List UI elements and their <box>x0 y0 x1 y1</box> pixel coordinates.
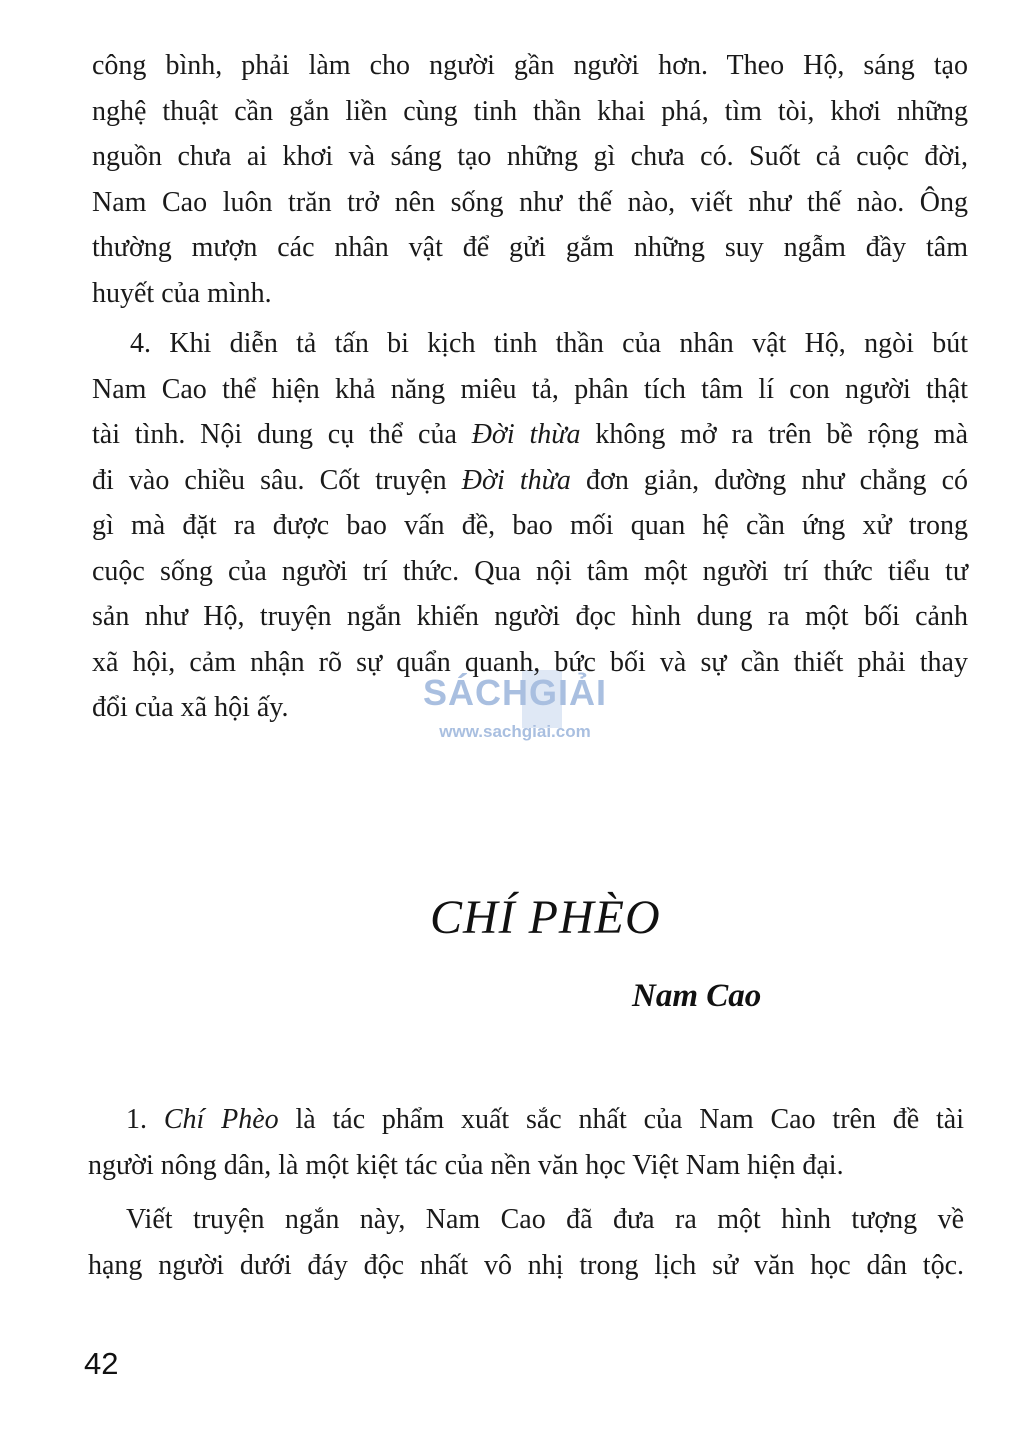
paragraph-continued <box>92 43 968 316</box>
text-line: Viết truyện ngắn này, Nam Cao đã đưa ra một hình tượng về <box>126 1204 964 1235</box>
story-title: CHÍ PHÈO <box>430 891 661 944</box>
text-fragment: 1. <box>126 1104 164 1135</box>
text-line: cuộc sống của người trí thức. Qua nội tâm một người trí thức tiểu tư <box>92 555 968 587</box>
watermark-title: SÁCHGIẢI <box>422 672 607 713</box>
text-line <box>92 412 968 458</box>
text-line <box>92 458 968 504</box>
work-title-italic: Đời thừa <box>471 419 581 450</box>
text-line: gì mà đặt ra được bao vấn đề, bao mối quan hệ cần ứng xử trong <box>92 510 968 541</box>
watermark <box>410 672 620 742</box>
text-line: đổi của xã hội ấy. <box>92 692 289 723</box>
text-line: nguồn chưa ai khơi và sáng tạo những gì chưa có. Suốt cả cuộc đời, <box>92 141 968 172</box>
text-fragment: tài tình. Nội dung cụ thể của <box>92 419 472 450</box>
text-line: công bình, phải làm cho người gần người hơn. Theo Hộ, sáng tạo <box>92 50 968 81</box>
paragraph-4 <box>92 321 968 731</box>
author-name: Nam Cao <box>632 978 762 1014</box>
story-paragraph-2 <box>88 1197 964 1288</box>
story-paragraph-1 <box>88 1097 964 1188</box>
text-line <box>88 1097 964 1143</box>
text-line: người nông dân, là một kiệt tác của nền văn học Việt Nam hiện đại. <box>88 1149 844 1181</box>
watermark-logo <box>423 672 607 714</box>
text-line: hạng người dưới đáy độc nhất vô nhị trong lịch sử văn học dân tộc. <box>88 1249 964 1281</box>
text-fragment: đi vào chiều sâu. Cốt truyện <box>92 464 462 496</box>
text-line: xã hội, cảm nhận rõ sự quẩn quanh, bức bối và sự cần thiết phải thay <box>92 646 968 678</box>
work-title-italic: Chí Phèo <box>163 1104 279 1135</box>
text-fragment: không mở ra trên bề rộng mà <box>580 419 969 450</box>
text-line: sản như Hộ, truyện ngắn khiến người đọc hình dung ra một bối cảnh <box>92 601 968 632</box>
text-fragment: là tác phẩm xuất sắc nhất của Nam Cao trên đề tài <box>278 1104 965 1135</box>
watermark-url: www.sachgiai.com <box>439 722 591 741</box>
page-number: 42 <box>84 1346 119 1381</box>
text-line: Nam Cao thể hiện khả năng miêu tả, phân tích tâm lí con người thật <box>92 373 968 405</box>
text-line: huyết của mình. <box>92 277 272 309</box>
text-line: nghệ thuật cần gắn liền cùng tinh thần khai phá, tìm tòi, khơi những <box>92 95 968 127</box>
text-line: thường mượn các nhân vật để gửi gắm những suy ngẫm đầy tâm <box>92 232 968 263</box>
text-fragment: đơn giản, dường như chẳng có <box>570 464 968 496</box>
text-line: Nam Cao luôn trăn trở nên sống như thế nào, viết như thế nào. Ông <box>92 186 968 218</box>
text-line: 4. Khi diễn tả tấn bi kịch tinh thần của nhân vật Hộ, ngòi bút <box>130 328 968 359</box>
work-title-italic: Đời thừa <box>461 464 571 496</box>
